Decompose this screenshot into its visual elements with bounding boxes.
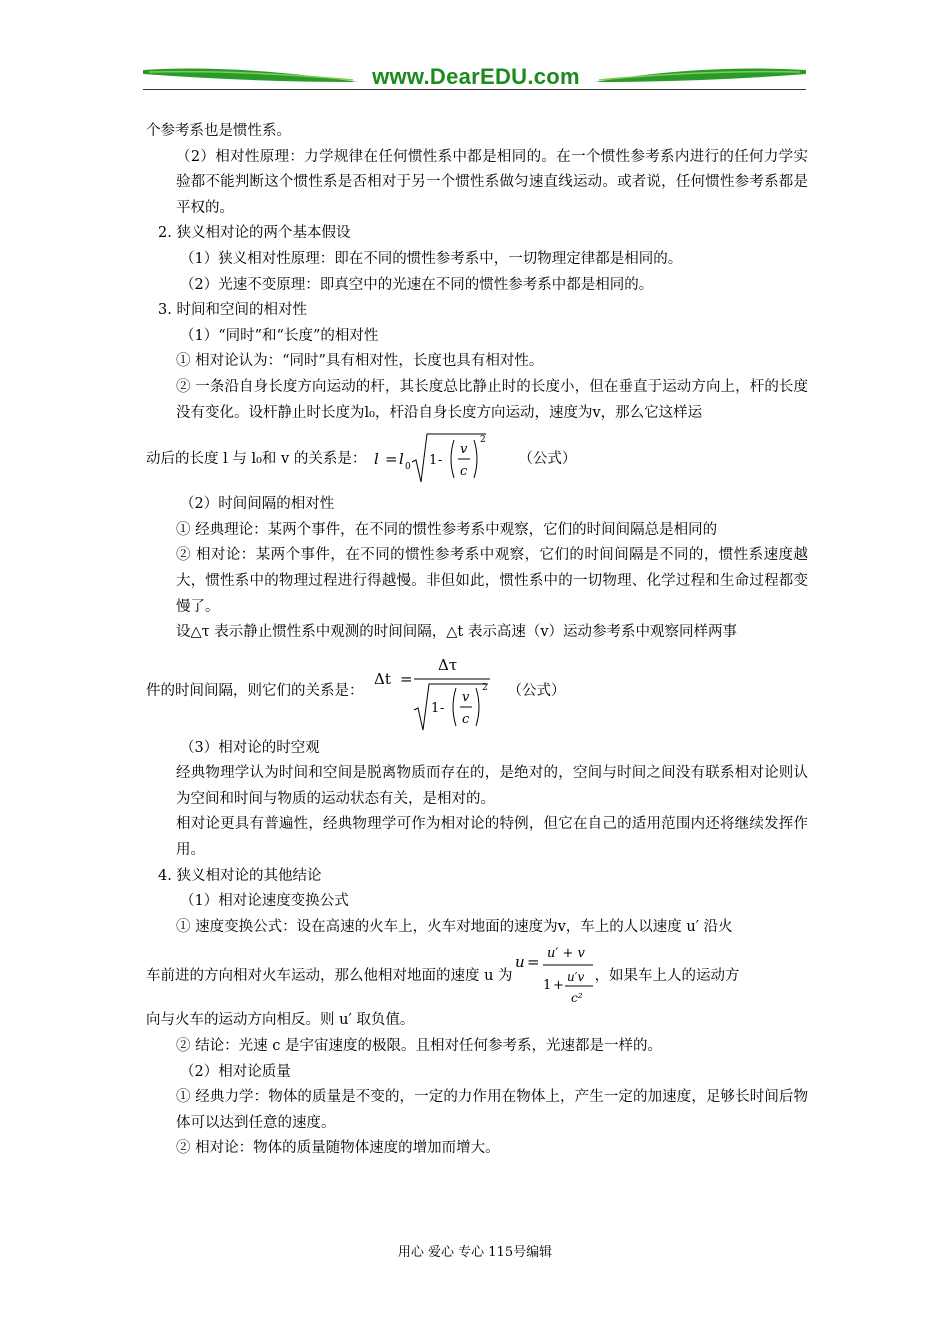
formula-minus: - — [438, 453, 443, 469]
site-logo-text: www.DearEDU.com — [372, 64, 580, 89]
formula-sq: 2 — [481, 682, 488, 693]
formula-num: Δτ — [437, 655, 457, 674]
formula-l0: l — [399, 450, 405, 469]
paragraph-generality: 相对论更具有普遍性，经典物理学可作为相对论的特例，但它在自己的适用范围内还将继续发挥作用。 — [176, 816, 808, 859]
formula-lhs: l — [374, 450, 380, 469]
formula-c2: c² — [570, 991, 583, 1006]
text-line: 件的时间间隔，则它们的关系是： — [146, 683, 364, 700]
formula-plus: + — [552, 978, 564, 994]
formula-one: 1 — [430, 700, 439, 716]
paragraph-spacetime: 经典物理学认为时间和空间是脱离物质而存在的，是绝对的，空间与时间之间没有联系相对论则认为空间和时间与物质的运动状态有关，是相对的。 — [176, 765, 808, 807]
subsection-heading: （1）相对论速度变换公式 — [180, 893, 349, 910]
length-formula-row — [146, 426, 808, 488]
paragraph-length-contraction: ② 一条沿自身长度方向运动的杆，其长度总比静止时的长度小，但在垂直于运动方向上，杆的长度没有变化。设杆静止时长度为l₀，杆沿自身长度方向运动，速度为v，那么它这样运 — [176, 378, 808, 421]
formula-num: u′ + v — [546, 946, 585, 962]
formula-uv: u′v — [566, 970, 584, 985]
velocity-formula-row — [146, 940, 808, 1008]
section-heading-2: 2. 狭义相对论的两个基本假设 — [158, 225, 351, 242]
formula-eq: = — [385, 450, 398, 469]
text-line: 车前进的方向相对火车运动，那么他相对地面的速度 u 为 — [146, 967, 513, 984]
length-contraction-formula — [374, 428, 504, 486]
subsection-heading: （2）相对论质量 — [180, 1063, 291, 1080]
paragraph-classical-mass: ① 经典力学：物体的质量是不变的，一定的力作用在物体上，产生一定的加速度，足够长时间后物体可以达到任意的速度。 — [176, 1089, 808, 1131]
page-header — [143, 60, 806, 92]
formula-lhs: u — [514, 953, 525, 972]
text-line: 个参考系也是惯性系。 — [146, 123, 291, 139]
text-line: 设△τ 表示静止惯性系中观测的时间间隔，△t 表示高速（v）运动参考系中观察同样两事 — [176, 624, 738, 641]
header-rule — [143, 89, 806, 90]
formula-note: （公式） — [507, 683, 566, 700]
text-line: ① 经典理论：某两个事件，在不同的惯性参考系中观察，它们的时间间隔总是相同的 — [176, 521, 718, 538]
formula-c: c — [461, 711, 469, 727]
text-line: ② 结论：光速 c 是宇宙速度的极限。且相对任何参考系，光速都是一样的。 — [176, 1038, 662, 1055]
paragraph-relativity-principle: （2）相对性原理：力学规律在任何惯性系中都是相同的。在一个惯性参考系内进行的任何力学实验都不能判断这个惯性系是否相对于另一个惯性系做匀速直线运动。或者说，任何惯性参考系都是平权的。 — [176, 148, 808, 216]
formula-sub0: 0 — [405, 462, 412, 473]
section-heading-4: 4. 狭义相对论的其他结论 — [158, 867, 322, 884]
text-line: ① 相对论认为：“同时”具有相对性，长度也具有相对性。 — [176, 353, 544, 370]
formula-eq: = — [526, 953, 540, 972]
paragraph-time-dilation: ② 相对论：某两个事件，在不同的惯性参考系中观察，它们的时间间隔是不同的，惯性系速度越大，惯性系中的物理过程进行得越慢。非但如此，惯性系中的一切物理、化学过程和生命过程都变慢了。 — [176, 547, 808, 615]
time-formula-row — [146, 646, 808, 734]
formula-c: c — [460, 464, 468, 480]
text-line: （2）光速不变原理：即真空中的光速在不同的惯性参考系中都是相同的。 — [180, 276, 654, 293]
formula-v: v — [460, 442, 468, 458]
text-line: 向与火车的运动方向相反。则 u′ 取负值。 — [146, 1012, 415, 1029]
formula-note: （公式） — [518, 450, 577, 467]
subsection-heading: （2）时间间隔的相对性 — [180, 496, 335, 513]
section-heading-3: 3. 时间和空间的相对性 — [158, 302, 307, 319]
formula-v: v — [461, 689, 469, 705]
formula-minus: - — [439, 700, 444, 716]
formula-one: 1 — [542, 978, 551, 994]
subsection-heading: （1）“同时”和“长度”的相对性 — [180, 327, 379, 344]
text-line: ② 相对论：物体的质量随物体速度的增加而增大。 — [176, 1140, 500, 1157]
text-line: ① 速度变换公式：设在高速的火车上，火车对地面的速度为v，车上的人以速度 u′ 沿火 — [176, 918, 733, 935]
formula-one: 1 — [429, 453, 438, 469]
formula-eq: = — [399, 669, 413, 688]
subsection-heading: （3）相对论的时空观 — [180, 739, 320, 756]
text-line: ，如果车上人的运动方 — [594, 967, 740, 984]
text-line: 动后的长度 l 与 l₀和 v 的关系是： — [146, 450, 367, 467]
time-dilation-formula — [374, 648, 494, 732]
page-footer: 用心 爱心 专心 115号编辑 — [397, 1245, 553, 1260]
document-body — [146, 119, 808, 1162]
formula-sq: 2 — [480, 435, 487, 446]
formula-lhs: Δt — [373, 669, 391, 688]
text-line: （1）狭义相对性原理：即在不同的惯性参考系中，一切物理定律都是相同的。 — [180, 250, 683, 267]
velocity-addition-formula — [513, 941, 595, 1007]
